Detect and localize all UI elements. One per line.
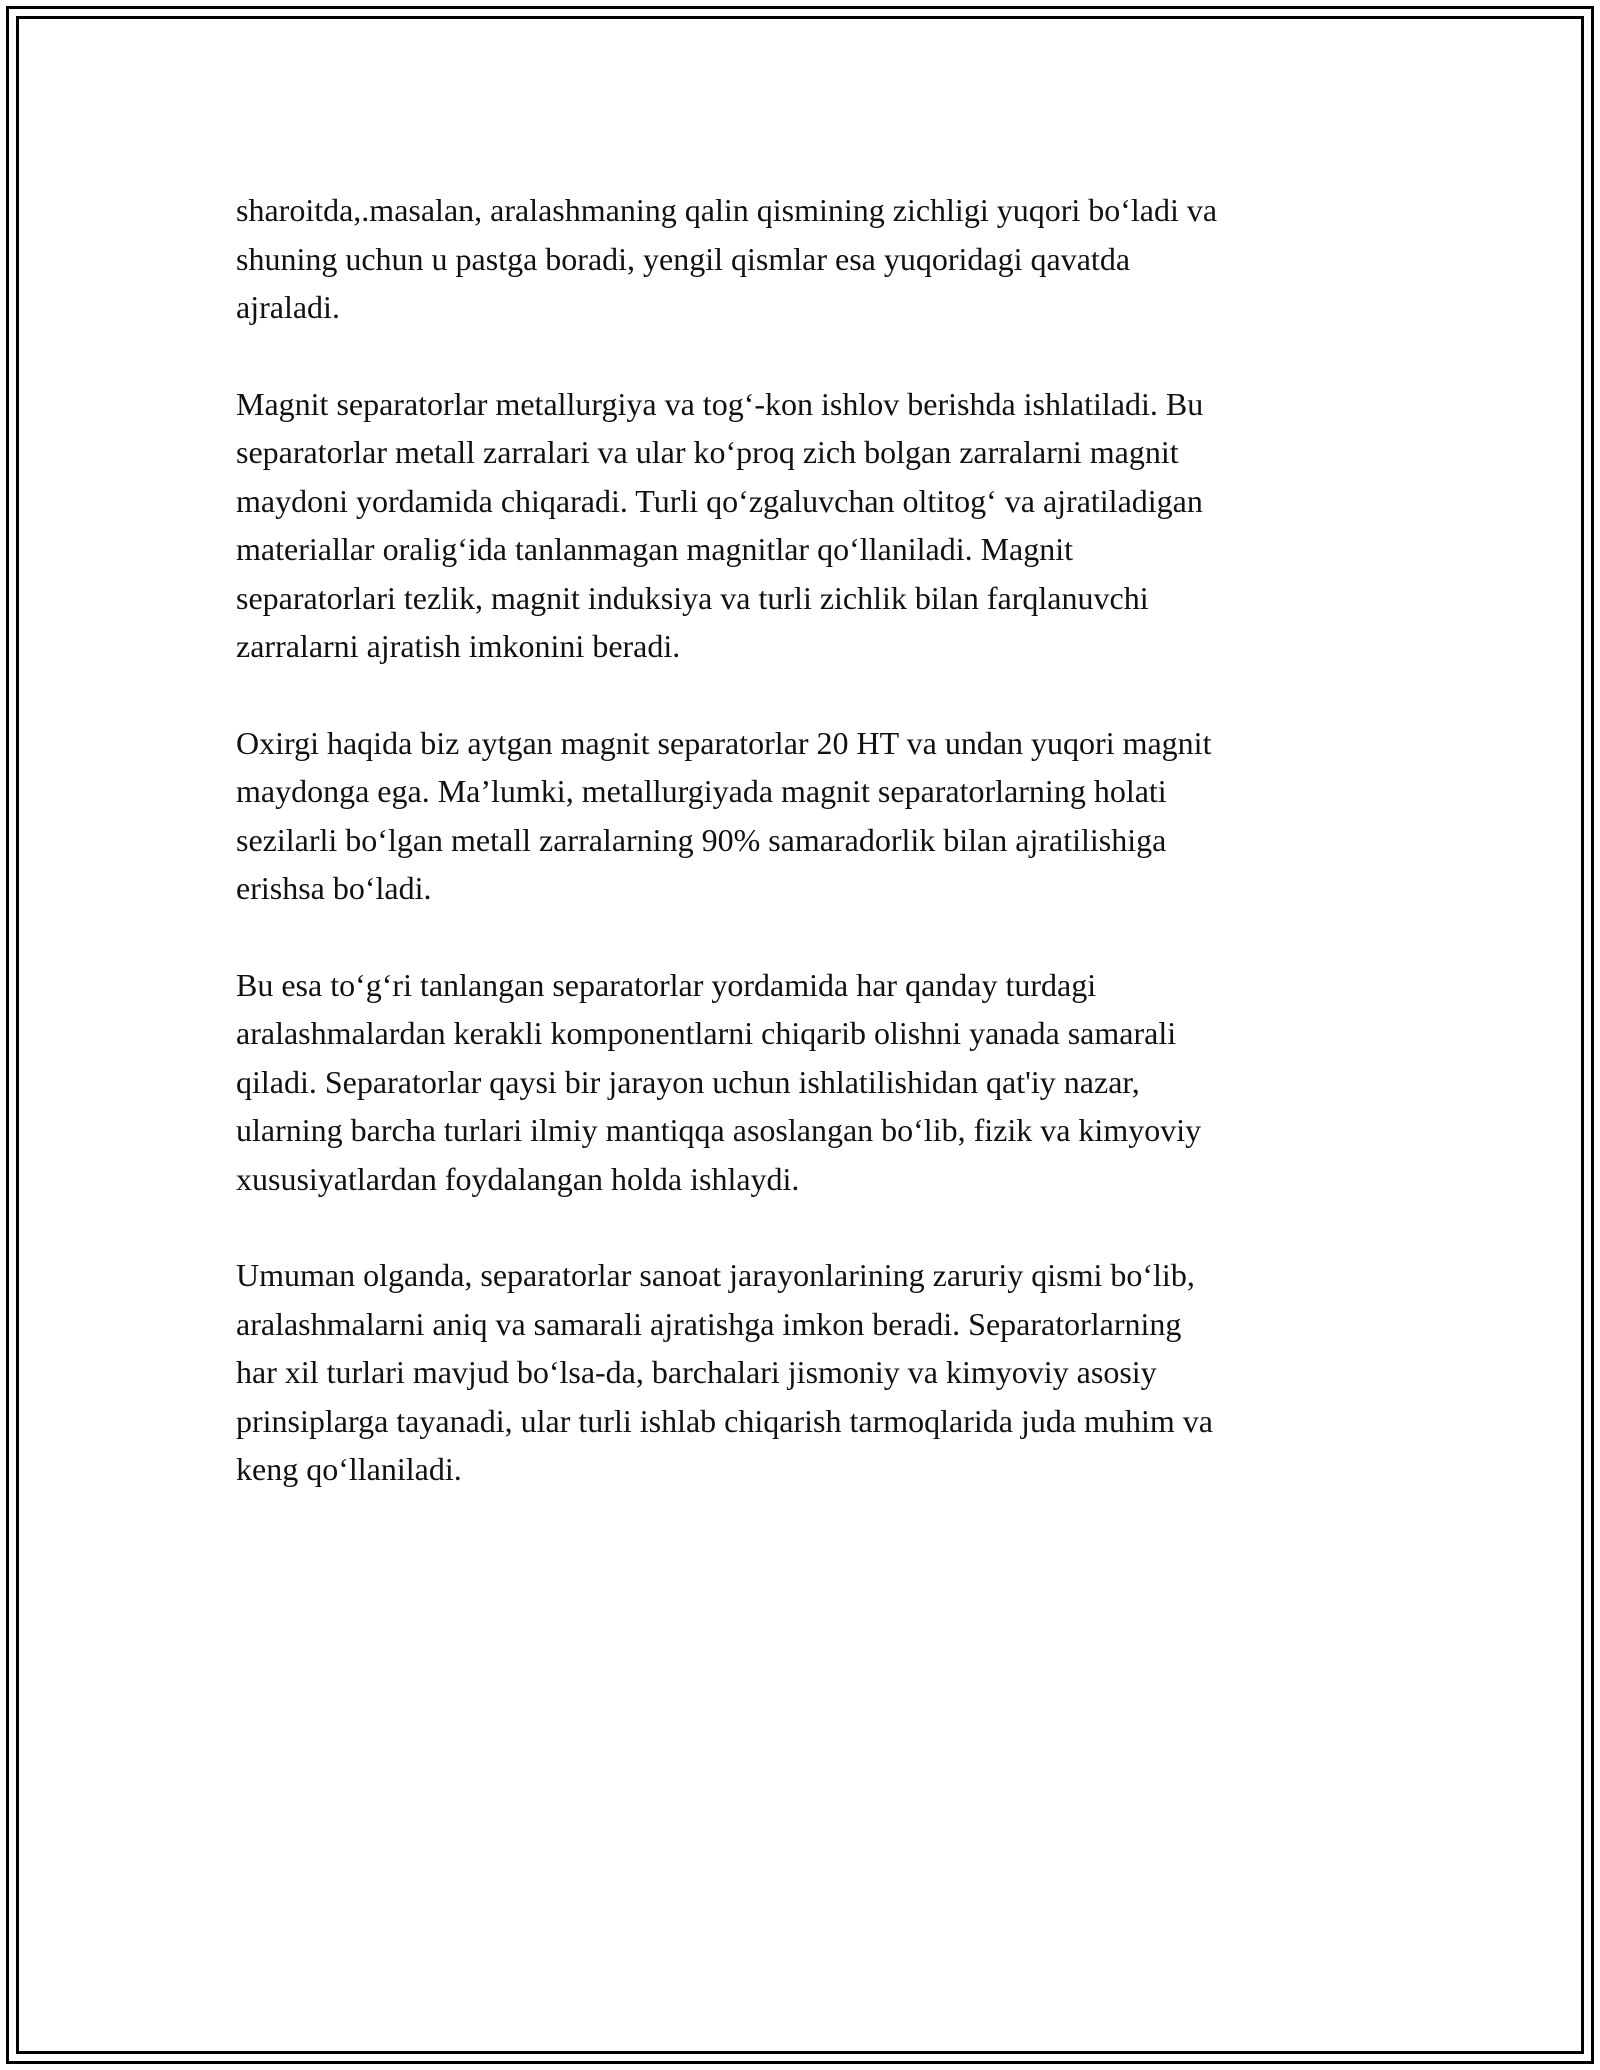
paragraph-2: Magnit separatorlar metallurgiya va tog‘-kon ishlov berishda ishlatiladi. Bu separatorlar metall zarralari va ular ko‘proq zich bolgan zarralarni magnit maydoni yordamida chiqaradi. Turli qo‘zgaluvchan oltitog‘ va ajratiladigan materiallar oralig‘ida tanlanmagan magnitlar qo‘llaniladi. Magnit separatorlari tezlik, magnit induksiya va turli zichlik bilan farqlanuvchi zarralarni ajratish imkonini beradi. (236, 385, 1204, 664)
paragraph-1: sharoitda,.masalan, aralashmaning qalin qismining zichligi yuqori bo‘ladi va shuning uchun u pastga boradi, yengil qismlar esa yuqoridagi qavatda ajraladi. (236, 192, 1218, 325)
paragraph-4: Bu esa to‘g‘ri tanlangan separatorlar yordamida har qanday turdagi aralashmalardan kerakli komponentlarni chiqarib olishni yanada samarali qiladi. Separatorlar qaysi bir jarayon uchun ishlatilishidan qat'iy nazar, ularning barcha turlari ilmiy mantiqqa asoslangan bo‘lib, fizik va kimyoviy xususiyatlardan foydalangan holda ishlaydi. (236, 966, 1202, 1197)
paragraph-3: Oxirgi haqida biz aytgan magnit separatorlar 20 HT va undan yuqori magnit maydonga ega. Ma’lumki, metallurgiyada magnit separatorlarning holati sezilarli bo‘lgan metall zarralarning 90% samaradorlik bilan ajratilishiga erishsa bo‘ladi. (236, 724, 1212, 906)
document-body (236, 186, 1386, 1542)
paragraph-5: Umuman olganda, separatorlar sanoat jarayonlarining zaruriy qismi bo‘lib, aralashmalarni aniq va samarali ajratishga imkon beradi. Separatorlarning har xil turlari mavjud bo‘lsa-da, barchalari jismoniy va kimyoviy asosiy prinsiplarga tayanadi, ular turli ishlab chiqarish tarmoqlarida juda muhim va keng qo‘llaniladi. (236, 1257, 1213, 1487)
